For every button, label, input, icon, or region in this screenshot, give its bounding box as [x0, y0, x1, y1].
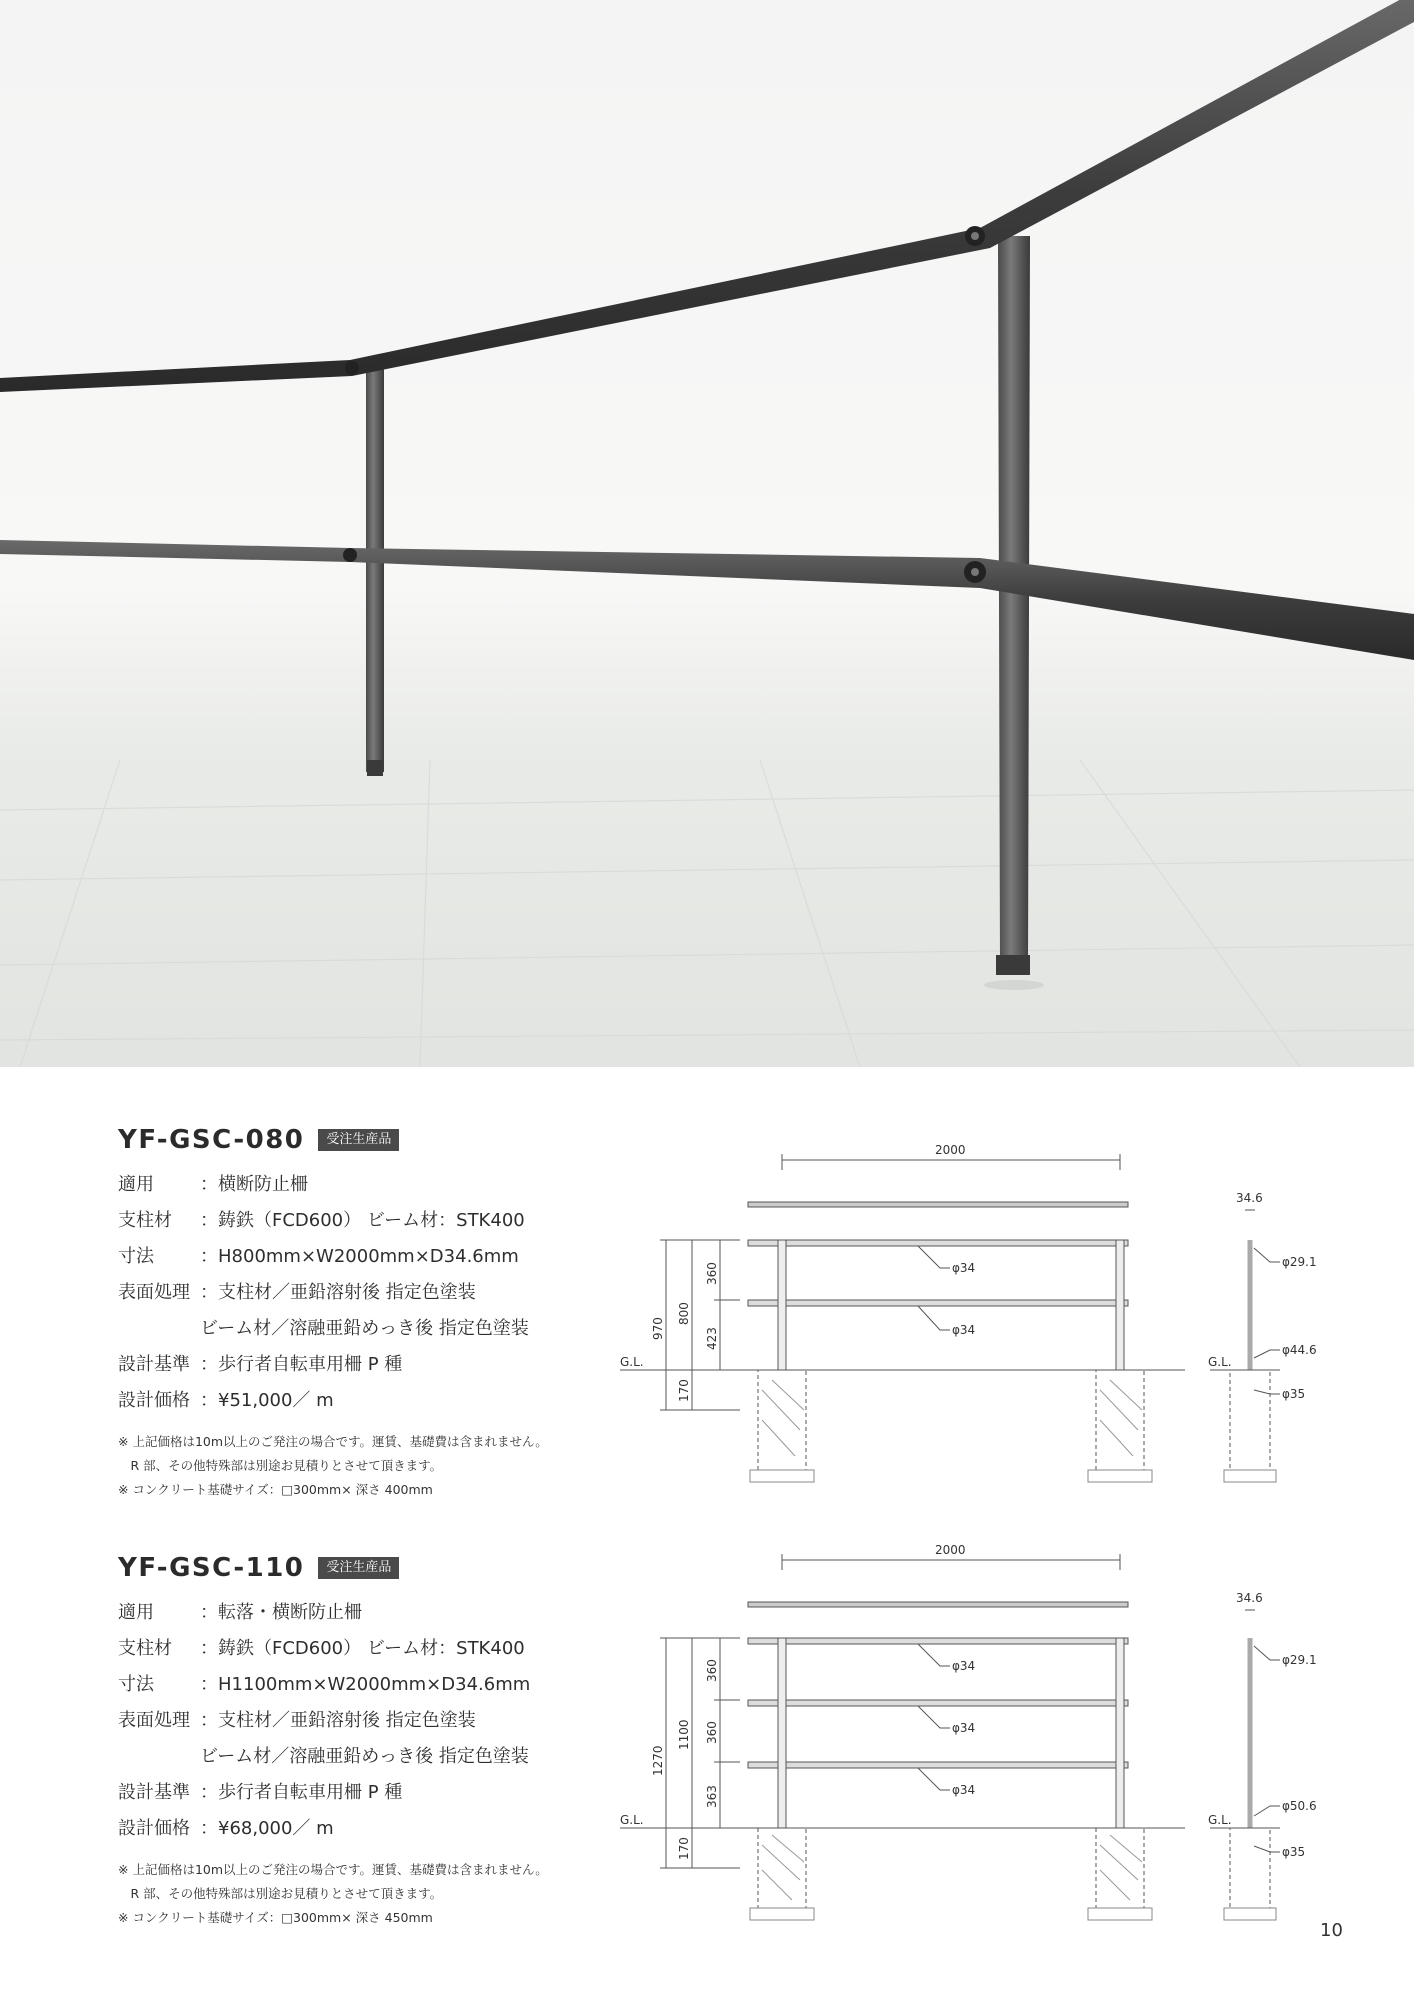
notes — [118, 1858, 548, 1930]
model-name: YF-GSC-110 — [118, 1553, 305, 1583]
spec-row — [118, 1816, 334, 1842]
side-diameter-label: φ29.1 — [1282, 1653, 1317, 1667]
spec-key: 適用 — [118, 1602, 154, 1623]
notes — [118, 1430, 548, 1502]
spec-value: ：転落・横断防止柵 — [200, 1602, 362, 1623]
segment-label: 360 — [705, 1262, 719, 1285]
page-number: 10 — [1320, 1920, 1343, 1941]
note-line: ※ 上記価格は10m以上のご発注の場合です。運賃、基礎費は含まれません。 — [118, 1862, 548, 1877]
spec-row — [118, 1208, 525, 1234]
ground-line-label-side: G.L. — [1208, 1813, 1232, 1827]
made-to-order-badge: 受注生産品 — [318, 1129, 399, 1151]
spec-key: 設計基準 — [118, 1782, 190, 1803]
spec-value: ：支柱材／亜鉛溶射後 指定色塗装 — [200, 1282, 476, 1303]
height-label: 1100 — [677, 1719, 691, 1750]
segment-label: 360 — [705, 1721, 719, 1744]
spec-value: ：H800mm×W2000mm×D34.6mm — [200, 1246, 519, 1267]
side-diameter-label: φ29.1 — [1282, 1255, 1317, 1269]
spec-row — [118, 1244, 519, 1270]
spec-key: 支柱材 — [118, 1638, 172, 1659]
side-diameter-label: φ35 — [1282, 1845, 1306, 1859]
spec-key: 表面処理 — [118, 1282, 190, 1303]
side-diameter-label: φ44.6 — [1282, 1343, 1317, 1357]
ground-line-label-side: G.L. — [1208, 1355, 1232, 1369]
spec-row — [118, 1388, 334, 1414]
model-name: YF-GSC-080 — [118, 1125, 305, 1155]
spec-key: 表面処理 — [118, 1710, 190, 1731]
spec-key: 設計価格 — [118, 1390, 190, 1411]
note-line: ※ コンクリート基礎サイズ：□300mm× 深さ 400mm — [118, 1482, 433, 1497]
made-to-order-badge: 受注生産品 — [318, 1557, 399, 1579]
rail-diameter-label: φ34 — [952, 1721, 976, 1735]
below-ground-label: 170 — [677, 1379, 691, 1402]
side-diameter-label: φ35 — [1282, 1387, 1306, 1401]
spec-row — [118, 1636, 525, 1662]
spec-row — [118, 1600, 362, 1626]
technical-drawing-1 — [600, 1140, 1360, 1500]
spec-value: ：鋳鉄（FCD600） ビーム材：STK400 — [200, 1638, 525, 1659]
spec-row — [118, 1172, 308, 1198]
segment-label: 363 — [705, 1785, 719, 1808]
spec-value: ：歩行者自転車用柵 P 種 — [200, 1782, 403, 1803]
drawing-svg — [600, 1540, 1360, 1930]
depth-dimension-label: 34.6 — [1236, 1591, 1263, 1605]
height-label: 800 — [677, 1302, 691, 1325]
overall-height-label: 1270 — [651, 1745, 665, 1776]
spec-key: 寸法 — [118, 1246, 154, 1267]
spec-key: 寸法 — [118, 1674, 154, 1695]
spec-value: ：歩行者自転車用柵 P 種 — [200, 1354, 403, 1375]
spec-row — [118, 1316, 529, 1342]
note-line: R 部、その他特殊部は別途お見積りとさせて頂きます。 — [118, 1458, 443, 1473]
product-title-row — [118, 1548, 399, 1588]
spec-value: ：鋳鉄（FCD600） ビーム材：STK400 — [200, 1210, 525, 1231]
rail-diameter-label: φ34 — [952, 1323, 976, 1337]
spec-value: ビーム材／溶融亜鉛めっき後 指定色塗装 — [200, 1318, 529, 1339]
rail-diameter-label: φ34 — [952, 1261, 976, 1275]
width-dimension-label: 2000 — [935, 1143, 966, 1157]
drawing-svg — [600, 1140, 1360, 1500]
spec-value: ：¥51,000／ m — [200, 1390, 334, 1411]
segment-label: 360 — [705, 1659, 719, 1682]
spec-row — [118, 1744, 529, 1770]
below-ground-label: 170 — [677, 1837, 691, 1860]
spec-key: 設計価格 — [118, 1818, 190, 1839]
width-dimension-label: 2000 — [935, 1543, 966, 1557]
spec-row — [118, 1708, 476, 1734]
segment-label: 423 — [705, 1327, 719, 1350]
spec-value: ：H1100mm×W2000mm×D34.6mm — [200, 1674, 531, 1695]
spec-key: 支柱材 — [118, 1210, 172, 1231]
spec-value: ：¥68,000／ m — [200, 1818, 334, 1839]
spec-key: 設計基準 — [118, 1354, 190, 1375]
spec-row — [118, 1352, 402, 1378]
note-line: ※ 上記価格は10m以上のご発注の場合です。運賃、基礎費は含まれません。 — [118, 1434, 548, 1449]
ground-line-label: G.L. — [620, 1355, 644, 1369]
note-line: R 部、その他特殊部は別途お見積りとさせて頂きます。 — [118, 1886, 443, 1901]
ground-line-label: G.L. — [620, 1813, 644, 1827]
spec-key: 適用 — [118, 1174, 154, 1195]
rail-diameter-label: φ34 — [952, 1783, 976, 1797]
depth-dimension-label: 34.6 — [1236, 1191, 1263, 1205]
spec-value: ：支柱材／亜鉛溶射後 指定色塗装 — [200, 1710, 476, 1731]
overall-height-label: 970 — [651, 1317, 665, 1340]
rail-diameter-label: φ34 — [952, 1659, 976, 1673]
spec-row — [118, 1280, 476, 1306]
spec-value: ：横断防止柵 — [200, 1174, 308, 1195]
product-title-row — [118, 1120, 399, 1160]
note-line: ※ コンクリート基礎サイズ：□300mm× 深さ 450mm — [118, 1910, 433, 1925]
spec-row — [118, 1672, 530, 1698]
spec-row — [118, 1780, 402, 1806]
side-diameter-label: φ50.6 — [1282, 1799, 1317, 1813]
technical-drawing-2 — [600, 1540, 1360, 1900]
spec-value: ビーム材／溶融亜鉛めっき後 指定色塗装 — [200, 1746, 529, 1767]
